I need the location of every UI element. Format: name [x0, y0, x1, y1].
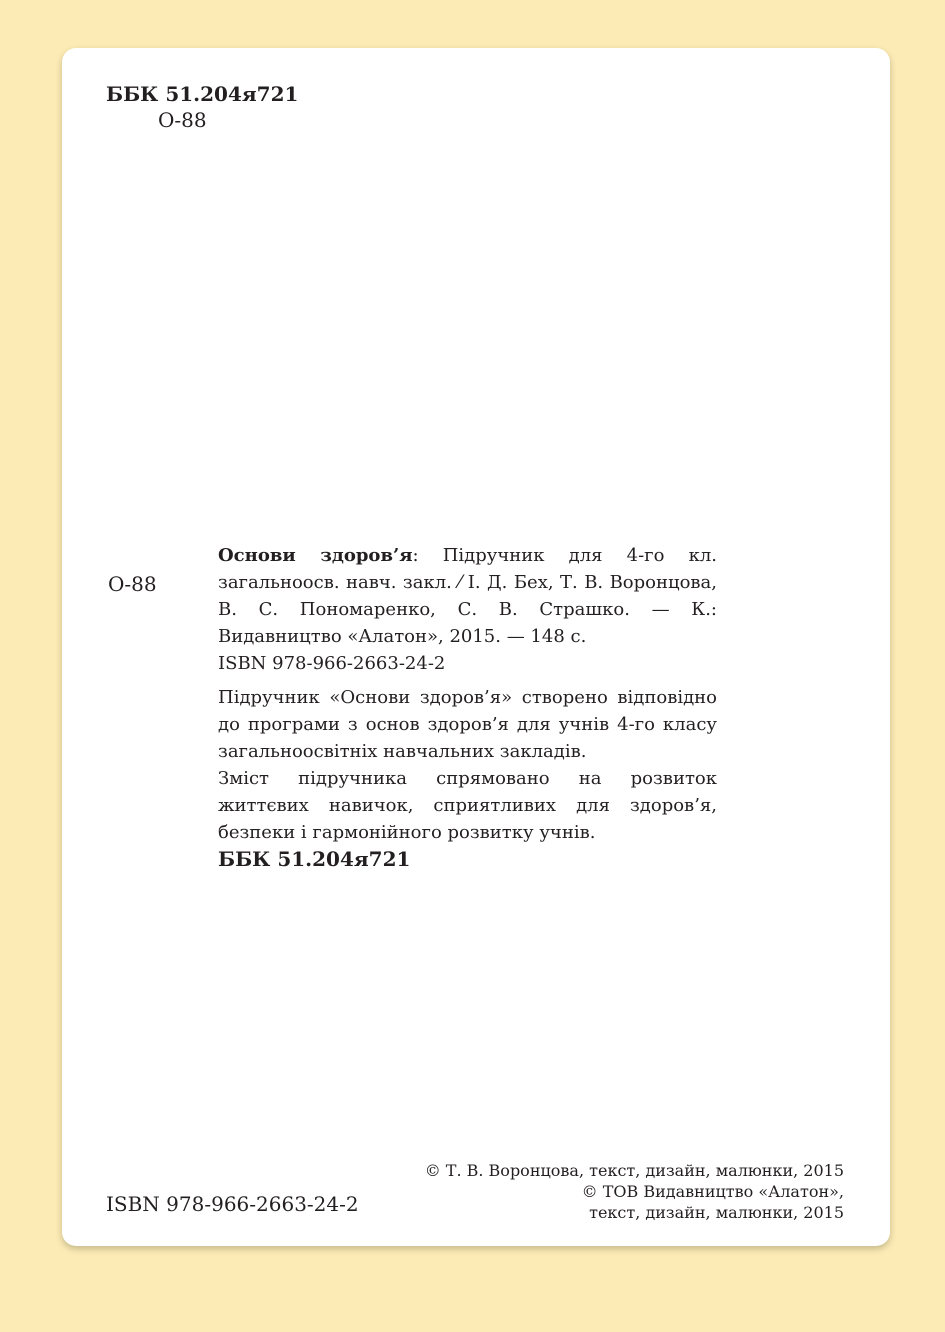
- catalog-card: [218, 542, 717, 873]
- copyright-line: © ТОВ Видавництво «Алатон»,: [581, 1182, 844, 1201]
- book-title: Основи здоров’я: [218, 545, 413, 566]
- book-description: : Підручник для 4-го кл. загальноосв. навч. закл. ⁄ І. Д. Бех, Т. В. Воронцова, В. С. Пономаренко, С. В. Страшко. — К.: Видавництво «Алатон», 2015. — 148 с.: [218, 545, 717, 647]
- bbk-classification: ББК 51.204я721: [106, 82, 299, 106]
- card-author-code: О-88: [108, 572, 157, 596]
- footer-isbn: ISBN 978-966-2663-24-2: [106, 1192, 359, 1216]
- card-isbn: ISBN 978-966-2663-24-2: [218, 653, 446, 674]
- card-bbk: ББК 51.204я721: [218, 847, 411, 871]
- annotation-paragraph: Підручник «Основи здоров’я» створено відповідно до програми з основ здоров’я для учнів 4-го класу загальноосвітніх навчальних закладів.: [218, 687, 717, 762]
- copyright-line: текст, дизайн, малюнки, 2015: [589, 1203, 844, 1222]
- author-code: О-88: [158, 108, 207, 132]
- bibliographic-description: [218, 542, 717, 650]
- copyright-line: © Т. В. Воронцова, текст, дизайн, малюнки, 2015: [424, 1161, 844, 1180]
- imprint-page: [62, 48, 890, 1246]
- copyright-notice: [425, 1160, 844, 1223]
- annotation-paragraph: Зміст підручника спрямовано на розвиток життєвих навичок, сприятливих для здоров’я, безпеки і гармонійного розвитку учнів.: [218, 768, 717, 843]
